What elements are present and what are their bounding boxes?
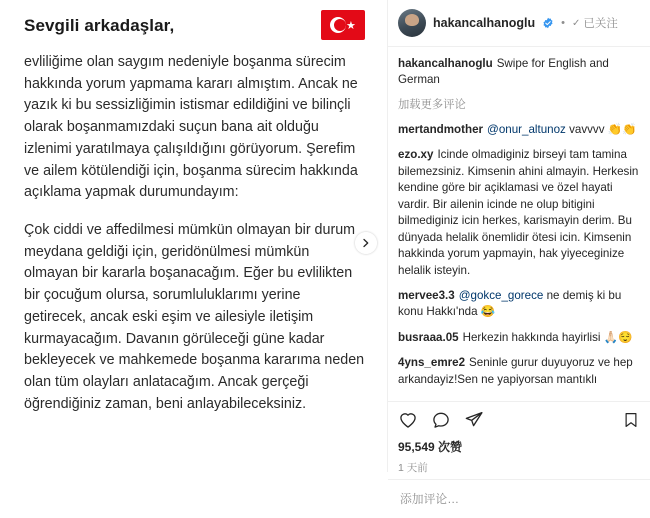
next-slide-button[interactable] [355,232,377,254]
comment-username[interactable]: mertandmother [398,122,484,136]
post-username[interactable]: hakancalhanoglu [433,16,536,30]
turkish-flag-icon: ★ [321,10,365,40]
avatar[interactable] [398,9,426,37]
list-item[interactable] [398,330,640,346]
bookmark-icon[interactable] [622,410,640,430]
verified-badge-icon [542,17,554,29]
load-more-comments-button[interactable]: 加载更多评论 [398,98,466,111]
list-item[interactable] [398,122,640,138]
comment-text: Icinde olmadiginiz birseyi tam tamina bilemezsiniz. Kimsenin ahini almayin. Herkesin kendine göre bir açiklamasi ve özel hayati vardir. Bir ailenin icinde ne olup bitigini bilmediginiz icin herkes, karismayin derim. Bu dünyada helalik önemlidir ötesi icin. Kimsenin hakkinda yorum yapmayin, hak yiyeceginize helalik isteyin. [398,148,639,277]
comment-input[interactable] [398,491,640,507]
list-item[interactable] [398,355,640,388]
comment-username[interactable]: 4yns_emre2 [398,356,466,370]
statement-paragraph-1: evliliğime olan saygım nedeniyle boşanma sürecim hakkında yorum yapmama kararı almıştım. Ancak ne yazık ki bu sessizliğimin istismar edildiğini ve bilinçli olarak boşanmamızdaki suçun bana ait olduğu izlenimi yaratılmaya çalışıldığını görüyorum. Şerefim ve ailem kötülendiği için, boşanma sürecim hakkında açıklama yapmak durumundayım: [24,54,358,201]
comment-username[interactable]: busraaa.05 [398,330,459,344]
statement-title: Sevgili arkadaşlar, [24,16,175,35]
follow-status-label: 已关注 [583,18,618,30]
heart-icon[interactable] [398,410,418,430]
chevron-right-icon [361,238,371,248]
comment-username[interactable]: ezo.xy [398,148,434,162]
comment-mention[interactable]: @gokce_gorece [458,288,544,302]
list-item[interactable] [398,288,640,321]
statement-body [22,52,365,416]
comment-mention[interactable]: @onur_altunoz [487,122,566,136]
comment-text: vavvvv 👏👏 [569,122,637,136]
comment-text: ne demiş ki bu konu Hakkı'nda 😂 [398,288,622,319]
like-count: 95,549 次赞 [398,440,463,455]
check-icon: ✓ [571,17,581,29]
comment-composer[interactable] [388,479,650,518]
comment-username[interactable]: hakancalhanoglu [398,57,493,70]
share-icon[interactable] [464,410,484,430]
comments-list[interactable] [388,47,650,401]
comment-text: Swipe for English and German [398,57,609,87]
comments-panel [388,0,650,475]
header-separator: • [561,17,565,29]
statement-paragraph-2: Çok ciddi ve affedilmesi mümkün olmayan bir durum meydana geldiği için, geridönülmesi mümkün olmayan bir kararla boşanacağım. Eğer bu evlilikten bir çocuğum olursa, sorumluluklarımı yerine getirecek, ancak eski eşim ve ailesiyle iletişim kurmayacağım. Davanın görüleceği güne kadar bekleyecek ve mahkemede boşanma kararıma neden olan tüm olayları anlatacağım. Ancak gerçeği öğrendiğiniz zaman, beni anlayabileceksiniz. [24,222,365,412]
list-item[interactable] [398,56,640,89]
post-timestamp: 1 天前 [398,462,428,475]
comment-text: Seninle gurur duyuyoruz ve hep arkandayiz!Sen ne yapiyorsan mantıklı [398,356,633,386]
post-actions [388,401,650,479]
comment-icon[interactable] [431,410,451,430]
list-item[interactable] [398,147,640,279]
comment-username[interactable]: mervee3.3 [398,288,455,302]
comment-text: Herkezin hakkında hayirlisi 🙏🏻😌 [462,330,633,344]
follow-status[interactable] [572,15,618,31]
post-header [388,0,650,47]
